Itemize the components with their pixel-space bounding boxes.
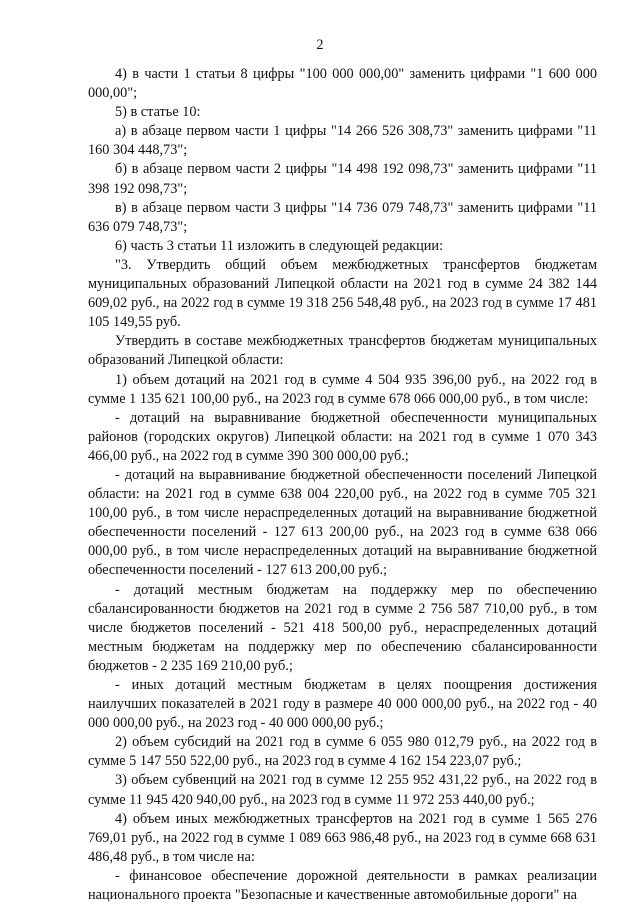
page-number: 2 <box>316 37 324 53</box>
paragraph: "3. Утвердить общий объем межбюджетных трансфертов бюджетам муниципальных образований Липецкой области на 2021 год в сумме 24 382 144 609,02 руб., на 2022 год в сумме 19 318 256 548,48 руб., на 2023 год в сумме 17 481 105 149,55 руб. <box>88 256 597 331</box>
paragraph: 5) в статье 10: <box>115 104 201 121</box>
paragraph: в) в абзаце первом части 3 цифры "14 736 079 748,73" заменить цифрами "11 636 079 748,73"; <box>88 199 597 235</box>
paragraph: 6) часть 3 статьи 11 изложить в следующей редакции: <box>115 237 444 254</box>
paragraph: 3) объем субвенций на 2021 год в сумме 12 255 952 431,22 руб., на 2022 год в сумме 11 945 420 940,00 руб., на 2023 год в сумме 11 972 253 440,00 руб.; <box>88 772 597 808</box>
paragraph: 1) объем дотаций на 2021 год в сумме 4 504 935 396,00 руб., на 2022 год в сумме 1 135 621 100,00 руб., на 2023 год в сумме 678 066 000,00 руб., в том числе: <box>88 371 597 407</box>
document-body <box>88 65 597 905</box>
paragraph: - дотаций на выравнивание бюджетной обеспеченности поселений Липецкой области: на 2021 год в сумме 638 004 220,00 руб., на 2022 год в сумме 705 321 100,00 руб., в том числе нераспределенных дотаций на выравнивание бюджетной обеспеченности поселений - 127 613 200,00 руб., на 2023 год в сумме 638 066 000,00 руб., в том числе нераспределенных дотаций на выравнивание бюджетной обеспеченности поселений - 127 613 200,00 руб.; <box>88 466 597 579</box>
paragraph: - дотаций на выравнивание бюджетной обеспеченности муниципальных районов (городских округов) Липецкой области: на 2021 год в сумме 1 070 343 466,00 руб., на 2022 год в сумме 390 300 000,00 руб.; <box>88 409 597 464</box>
paragraph: - финансовое обеспечение дорожной деятельности в рамках реализации национального проекта "Безопасные и качественные автомобильные дороги" на <box>88 867 597 904</box>
paragraph: - иных дотаций местным бюджетам в целях поощрения достижения наилучших показателей в 2021 году в размере 40 000 000,00 руб., на 2022 год - 40 000 000,00 руб., на 2023 год - 40 000 000,00 руб.; <box>88 677 597 732</box>
paragraph: а) в абзаце первом части 1 цифры "14 266 526 308,73" заменить цифрами "11 160 304 448,73"; <box>88 123 597 159</box>
paragraph: 4) в части 1 статьи 8 цифры "100 000 000,00" заменить цифрами "1 600 000 000,00"; <box>88 66 597 102</box>
paragraph: 2) объем субсидий на 2021 год в сумме 6 055 980 012,79 руб., на 2022 год в сумме 5 147 550 522,00 руб., на 2023 год в сумме 4 162 154 223,07 руб.; <box>88 734 597 770</box>
paragraph: - дотаций местным бюджетам на поддержку мер по обеспечению сбалансированности бюджетов на 2021 год в сумме 2 756 587 710,00 руб., в том числе бюджетов поселений - 521 418 500,00 руб., нераспределенных дотаций местным бюджетам на поддержку мер по обеспечению сбалансированности бюджетов - 2 235 169 210,00 руб.; <box>88 581 597 674</box>
paragraph: Утвердить в составе межбюджетных трансфертов бюджетам муниципальных образований Липецкой области: <box>88 333 597 369</box>
paragraph: 4) объем иных межбюджетных трансфертов на 2021 год в сумме 1 565 276 769,01 руб., на 2022 год в сумме 1 089 663 986,48 руб., на 2023 год в сумме 668 631 486,48 руб., в том числе на: <box>88 810 597 865</box>
paragraph: б) в абзаце первом части 2 цифры "14 498 192 098,73" заменить цифрами "11 398 192 098,73"; <box>88 161 597 197</box>
